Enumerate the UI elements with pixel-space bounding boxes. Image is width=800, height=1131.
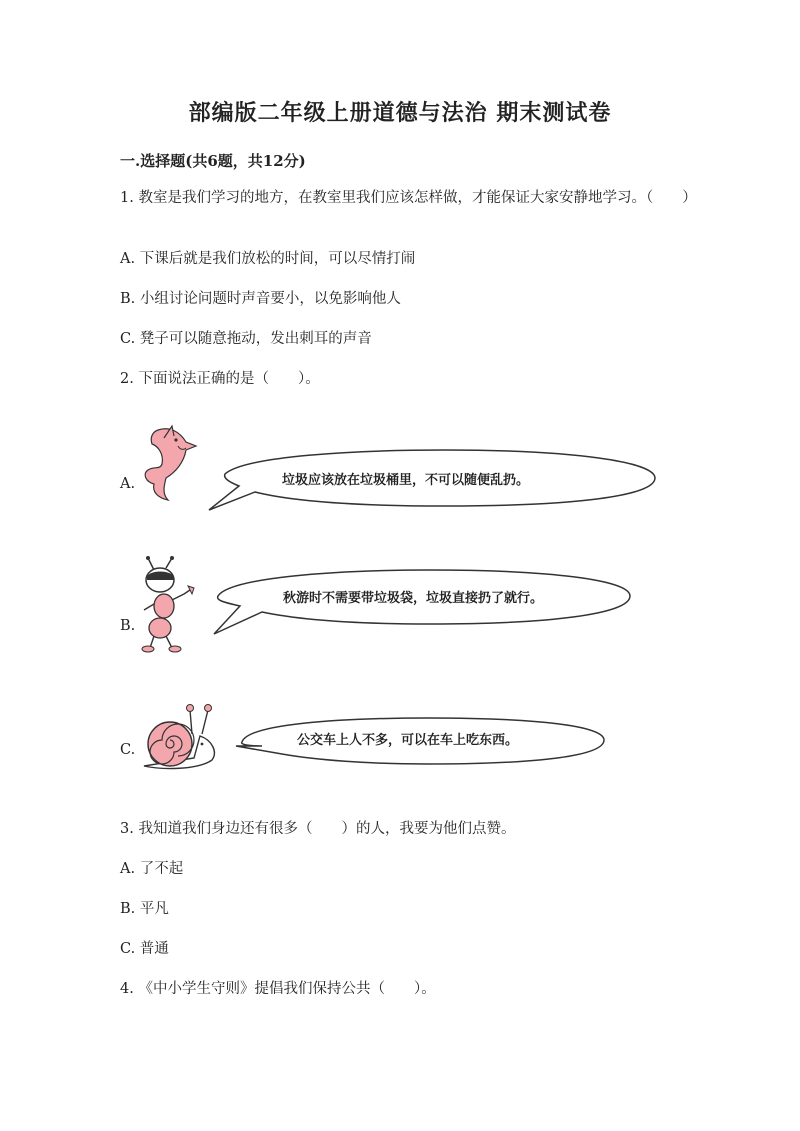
section-heading: 一.选择题(共6题，共12分) <box>120 152 306 170</box>
question-1-option-b: B. 小组讨论问题时声音要小，以免影响他人 <box>120 291 401 307</box>
question-1-stem: 1. 教室是我们学习的地方，在教室里我们应该怎样做，才能保证大家安静地学习。（ ） <box>120 190 697 206</box>
question-2-option-b-label: B. <box>120 618 136 634</box>
question-4-stem: 4. 《中小学生守则》提倡我们保持公共（ ）。 <box>120 981 436 997</box>
question-1-option-a: A. 下课后就是我们放松的时间，可以尽情打闹 <box>120 251 416 267</box>
question-2-option-c-label: C. <box>120 742 136 758</box>
question-1-option-c: C. 凳子可以随意拖动，发出刺耳的声音 <box>120 331 372 347</box>
speech-text-c: 公交车上人不多，可以在车上吃东西。 <box>297 733 519 748</box>
snail-icon <box>142 700 222 772</box>
question-2-stem: 2. 下面说法正确的是（ ）。 <box>120 371 320 387</box>
dolphin-icon <box>140 424 200 502</box>
question-3-stem: 3. 我知道我们身边还有很多（ ）的人，我要为他们点赞。 <box>120 821 516 837</box>
question-3-option-a: A. 了不起 <box>120 861 184 877</box>
speech-text-b: 秋游时不需要带垃圾袋，垃圾直接扔了就行。 <box>283 591 544 606</box>
page-title: 部编版二年级上册道德与法治 期末测试卷 <box>188 100 612 126</box>
speech-text-a: 垃圾应该放在垃圾桶里，不可以随便乱扔。 <box>282 473 530 488</box>
question-3-option-b: B. 平凡 <box>120 901 169 917</box>
question-3-option-c: C. 普通 <box>120 941 169 957</box>
question-2-option-a-label: A. <box>120 476 136 492</box>
ant-icon <box>138 556 200 654</box>
